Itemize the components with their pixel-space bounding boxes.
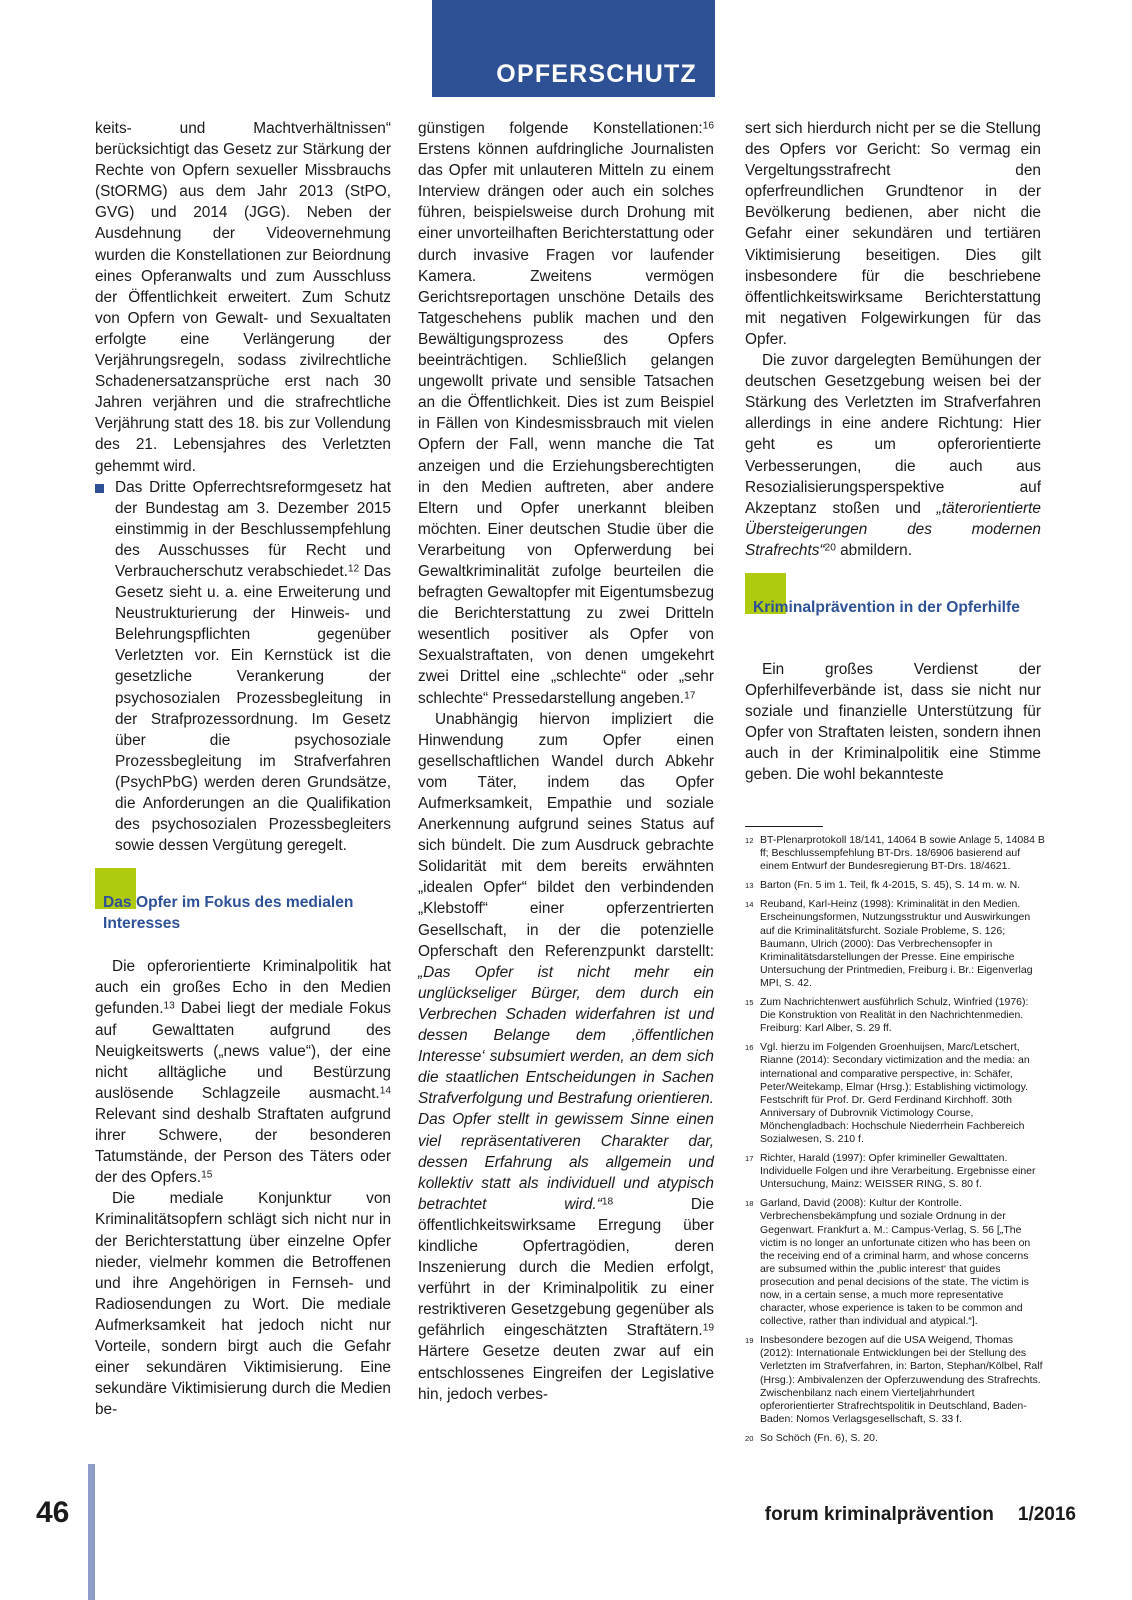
footnote-entry bbox=[745, 898, 1045, 990]
footnote-text: Richter, Harald (1997): Opfer krimineller Gewalttaten. Individuelle Folgen und ihre Verarbeitung. Ergebnisse einer Untersuchung, Mainz: WEISSER RING, S. 80 f. bbox=[760, 1152, 1036, 1191]
footnote-ref[interactable]: 15 bbox=[201, 1169, 213, 1181]
footer-accent-bar bbox=[88, 1464, 95, 1600]
paragraph-part: Dabei liegt der mediale Fokus auf Gewalttaten aufgrund des Neuigkeitswerts („news value“), der eine nicht alltägliche und Bestürzung auslösende Schlagzeile ausmacht. bbox=[95, 1000, 391, 1102]
inline-quote: „täterorientierte Übersteigerungen des modernen Strafrechts“ bbox=[745, 499, 1041, 559]
footnote-separator-rule bbox=[745, 826, 823, 827]
footnote-entry bbox=[745, 996, 1045, 1035]
footnote-ref[interactable]: 13 bbox=[163, 1001, 175, 1013]
block-quote: „Das Opfer ist nicht mehr ein unglückseliger Bürger, dem durch ein Verbrechen Schaden widerfahren ist und dessen Belange dem ‚öffentlichen Interesse‘ subsumiert werden, an dem sich die staatlichen Entscheidungen in Sachen Strafverfolgung und Bestrafung orientieren. Das Opfer stellt in gewissem Sinne einen viel repräsentativeren Charakter dar, dessen Erfahrung als allgemein und kollektiv statt als individuell und atypisch betrachtet wird.“ bbox=[418, 963, 714, 1213]
paragraph bbox=[95, 956, 391, 1188]
bullet-text-a: Das Dritte Opferrechtsreformgesetz hat der Bundestag am 3. Dezember 2015 einstimmig in der Beschlussempfehlung des Ausschusses für Recht und Verbraucherschutz verabschiedet. bbox=[115, 478, 391, 580]
footnote-number: 20 bbox=[745, 1433, 754, 1443]
footnote-ref[interactable]: 16 bbox=[702, 120, 714, 132]
paragraph-part: Härtere Gesetze deuten zwar auf ein entschlossenes Eingreifen der Legislative hin, jedoch verbes- bbox=[418, 1343, 714, 1403]
footnote-text: Reuband, Karl-Heinz (1998): Kriminalität in den Medien. Erscheinungsformen, Nutzungsstruktur und Auswirkungen auf die Kriminalitätsfurcht. Soziale Probleme, S. 126; Baumann, Ulrich (2000): Das Verbrechensopfer in Kriminalitätsdarstellungen der Presse. Eine empirische Untersuchung der Printmedien, Freiburg i. Br.: Eigenverlag MPI, S. 42. bbox=[760, 898, 1033, 989]
footnote-ref[interactable]: 17 bbox=[684, 690, 696, 702]
banner-title: OPFERSCHUTZ bbox=[496, 60, 697, 88]
text-column-2 bbox=[418, 118, 714, 1405]
footnote-ref[interactable]: 12 bbox=[347, 563, 360, 575]
paragraph bbox=[418, 709, 714, 1405]
footnote-text: Vgl. hierzu im Folgenden Groenhuijsen, Marc/Letschert, Rianne (2014): Secondary victimization and the media: an international and comparative perspective, in: Schäfer, Peter/Weitekamp, Elmar (Hrsg.): Establishing victimology. Festschrift für Prof. Dr. Gerd Ferdinand Kirchhoff. 30th Anniversary of Dubrovnik Victimology Course, Mönchengladbach: Hochschule Niederrhein Fachbereich Sozialwesen, S. 210 f. bbox=[760, 1041, 1030, 1145]
paragraph: keits- und Machtverhältnissen“ berücksichtigt das Gesetz zur Stärkung der Rechte von Opfern sexueller Missbrauchs (StORMG) aus dem Jahr 2013 (StPO, GVG) und 2014 (JGG). Neben der Ausdehnung der Videovernehmung wurden die Konstellationen zur Beiordnung eines Opferanwalts und zum Ausschluss der Öffentlichkeit erweitert. Zum Schutz von Opfern von Gewalt- und Sexualtaten erfolgte eine Verlängerung der Verjährungsregeln, sodass zivilrechtliche Schadenersatzansprüche erst nach 30 Jahren verjähren und die strafrechtliche Verjährung statt des 18. bis zur Vollendung des 21. Lebensjahres des Verletzten gehemmt wird. bbox=[95, 120, 391, 475]
text-column-3 bbox=[745, 118, 1041, 786]
bullet-text-b: Das Gesetz sieht u. a. eine Erweiterung und Neustrukturierung der Hinweis- und Belehrungspflichten gegenüber Verletzten vor. Ein Kernstück ist die gesetzliche Verankerung der psychosozialen Prozessbegleitung in der Strafprozessordnung. Im Gesetz über die psychosoziale Prozessbegleitung im Strafverfahren (PsychPbG) werden deren Grundsätze, die Anforderungen an die Qualifikation des psychosozialen Prozessbegleiters sowie dessen Vergütung geregelt. bbox=[115, 562, 391, 855]
footnote-list bbox=[745, 834, 1045, 1445]
paragraph-part: Relevant sind deshalb Straftaten aufgrund ihrer Schwere, der besonderen Tatumstände, der Person des Täters oder der des Opfers. bbox=[95, 1105, 391, 1187]
section-heading-prevention bbox=[745, 591, 1041, 637]
section-heading-text: Kriminalprävention in der Opferhilfe bbox=[753, 598, 1020, 616]
paragraph-part: Die öffentlichkeitswirksame Erregung über kindliche Opfertragödien, deren Inszenierung durch die Medien erfolgt, verführt in der Kriminalpolitik zu einer restriktiveren Gesetzgebung gegenüber als gefährlich eingeschätzten Straftätern. bbox=[418, 1195, 715, 1340]
paragraph-part: Unabhängig hiervon impliziert die Hinwendung zum Opfer einen gesellschaftlichen Wandel durch Abkehr vom Täter, indem das Opfer Aufmerksamkeit, Empathie und soziale Anerkennung aufgrund seines Status auf sich bündelt. Die zum Ausdruck gebrachte Solidarität mit dem bereits erwähnten „idealen Opfer“ bildet den verbindenden „Klebstoff“ einer opferzentrierten Gesellschaft, in der die potenzielle Opferschaft den Referenzpunkt darstellt: bbox=[418, 710, 714, 960]
paragraph: Die mediale Konjunktur von Kriminalitätsopfern schlägt sich nicht nur in der Berichterstattung über einzelne Opfer nieder, vielmehr kommen die Betroffenen und ihre Angehörigen in Fernseh- und Radiosendungen zu Wort. Die mediale Aufmerksamkeit hat jedoch nicht nur Vorteile, sondern birgt auch die Gefahr einer sekundären Viktimisierung. Eine sekundäre Viktimisierung durch die Medien be- bbox=[95, 1190, 391, 1419]
footnote-entry bbox=[745, 834, 1045, 873]
footnote-entry bbox=[745, 879, 1045, 892]
footnote-entry bbox=[745, 1334, 1045, 1426]
footnote-entry bbox=[745, 1197, 1045, 1328]
footnote-entry bbox=[745, 1152, 1045, 1191]
paragraph-part: Die zuvor dargelegten Bemühungen der deutschen Gesetzgebung weisen bei der Stärkung des Verletzten im Strafverfahren allerdings in eine andere Richtung: Hier geht es um opferorientierte Verbesserungen, die auch aus Resozialisierungsperspektive auf Akzeptanz stoßen und bbox=[745, 352, 1041, 517]
footnote-number: 16 bbox=[745, 1043, 754, 1053]
paragraph-part: abmildern. bbox=[835, 541, 912, 559]
paragraph-part: Erstens können aufdringliche Journalisten das Opfer mit unlauteren Mitteln zu einem Interview drängen oder auch ein solches führen, beispielsweise durch Drohung mit einer unvorteilhaften Berichterstattung oder durch invasive Fragen vor laufender Kamera. Zweitens vermögen Gerichtsreportagen unschöne Details des Tatgeschehens publik machen und den Bewältigungsprozess des Opfers beeinträchtigen. Schließlich gelangen ungewollt private und sensible Tatsachen an die Öffentlichkeit. Dies ist zum Beispiel in Fällen von Kindesmissbrauch mit vielen Opfern der Fall, wenn manche die Tat anzeigen und die Erziehungsberechtigten in den Medien auftreten, aber andere Eltern und Opfer unerkannt bleiben möchten. Einer deutschen Studie über die Verarbeitung von Opferwerdung bei Gewaltkriminalität zufolge beurteilen die befragten Gewaltopfer mit Eigentumsbezug die Berichterstattung zu zwei Dritteln wesentlich positiver als Opfer von Sexualstraftaten, von denen umgekehrt zwei Drittel eine „schlechte“ oder „sehr schlechte“ Pressedarstellung angeben. bbox=[418, 141, 715, 707]
page-number: 46 bbox=[36, 1496, 70, 1529]
section-heading-text: Das Opfer im Fokus des medialen Interesses bbox=[103, 894, 354, 933]
paragraph-part: Die opferorientierte Kriminalpolitik hat auch ein großes Echo in den Medien gefunden. bbox=[95, 958, 391, 1018]
footnote-text: BT-Plenarprotokoll 18/141, 14064 B sowie Anlage 5, 14084 B ff; Beschlussempfehlung BT-Drs. 18/6906 basierend auf einem Entwurf der Bundesregierung BT-Drs. 18/4621. bbox=[760, 834, 1045, 873]
issue-number: 1/2016 bbox=[1017, 1504, 1076, 1525]
footnote-number: 12 bbox=[745, 836, 754, 845]
section-heading-media bbox=[95, 886, 391, 934]
footnote-ref[interactable]: 18 bbox=[601, 1196, 614, 1208]
footnotes-block bbox=[745, 826, 1045, 1451]
bullet-list-item bbox=[95, 477, 391, 857]
footnote-number: 17 bbox=[745, 1154, 754, 1164]
paragraph: Ein großes Verdienst der Opferhilfeverbände ist, dass sie nicht nur soziale und finanzielle Unterstützung für Opfer von Straftaten leisten, sondern ihnen auch in der Kriminalpolitik eine Stimme geben. Die wohl bekannteste bbox=[745, 660, 1041, 784]
footnote-entry bbox=[745, 1432, 1045, 1445]
paragraph: sert sich hierdurch nicht per se die Stellung des Opfers vor Gericht: So vermag ein Vergeltungsstrafrecht den opferfreundlichen Grundtenor in der Bevölkerung bedienen, aber nicht die Gefahr einer sekundären und tertiären Viktimisierung beseitigen. Dies gilt insbesondere für die beschriebene öffentlichkeitswirksame Berichterstattung mit negativen Folgewirkungen für das Opfer. bbox=[745, 120, 1041, 348]
footnote-ref[interactable]: 14 bbox=[379, 1085, 391, 1097]
square-bullet-icon bbox=[95, 484, 104, 493]
footnote-text: Insbesondere bezogen auf die USA Weigend, Thomas (2012): Internationale Entwicklungen bei der Stellung des Verletzten im Strafverfahren, in: Barton, Stephan/Kölbel, Ralf (Hrsg.): Ambivalenzen der Opferzuwendung des Strafrechts. Zwischenbilanz nach einem Vierteljahrhundert opferorientierter Strafrechtspolitik in Deutschland, Baden-Baden: Nomos Verlagsgesellschaft, S. 33 f. bbox=[760, 1334, 1043, 1425]
paragraph-part: günstigen folgende Konstellationen: bbox=[418, 120, 703, 137]
footnote-text: Garland, David (2008): Kultur der Kontrolle. Verbrechensbekämpfung und soziale Ordnung in der Gegenwart. Frankfurt a. M.: Campus-Verlag, S. 56 [„The victim is no longer an unfortunate citizen who has been on the receiving end of a criminal harm, and whose concerns are subsumed within the ‚public interest‘ that guides prosecution and penal decisions of the state. The victim is now, in a certain sense, a much more representative character, whose experience is taken to be common and collective, rather than individual and atypical.“]. bbox=[760, 1197, 1031, 1328]
paragraph bbox=[745, 350, 1041, 561]
footnote-text: Zum Nachrichtenwert ausführlich Schulz, Winfried (1976): Die Konstruktion von Realität in den Nachrichtenmedien. Freiburg: Karl Alber, S. 29 ff. bbox=[760, 996, 1029, 1035]
footnote-text: So Schöch (Fn. 6), S. 20. bbox=[760, 1431, 878, 1444]
footnote-ref[interactable]: 20 bbox=[824, 542, 836, 554]
footnote-number: 14 bbox=[745, 900, 754, 910]
paragraph bbox=[418, 118, 714, 709]
footnote-number: 13 bbox=[745, 881, 754, 891]
publication-title: forum kriminalprävention bbox=[764, 1504, 994, 1525]
footer-publication-info bbox=[765, 1504, 1076, 1526]
footnote-number: 18 bbox=[745, 1199, 754, 1209]
section-banner bbox=[432, 0, 715, 97]
text-column-1 bbox=[95, 118, 391, 1420]
footnote-number: 19 bbox=[745, 1336, 754, 1346]
footnote-entry bbox=[745, 1041, 1045, 1146]
footnote-ref[interactable]: 19 bbox=[702, 1323, 714, 1335]
footnote-number: 15 bbox=[745, 998, 754, 1008]
footnote-text: Barton (Fn. 5 im 1. Teil, fk 4-2015, S. 45), S. 14 m. w. N. bbox=[760, 879, 1021, 892]
